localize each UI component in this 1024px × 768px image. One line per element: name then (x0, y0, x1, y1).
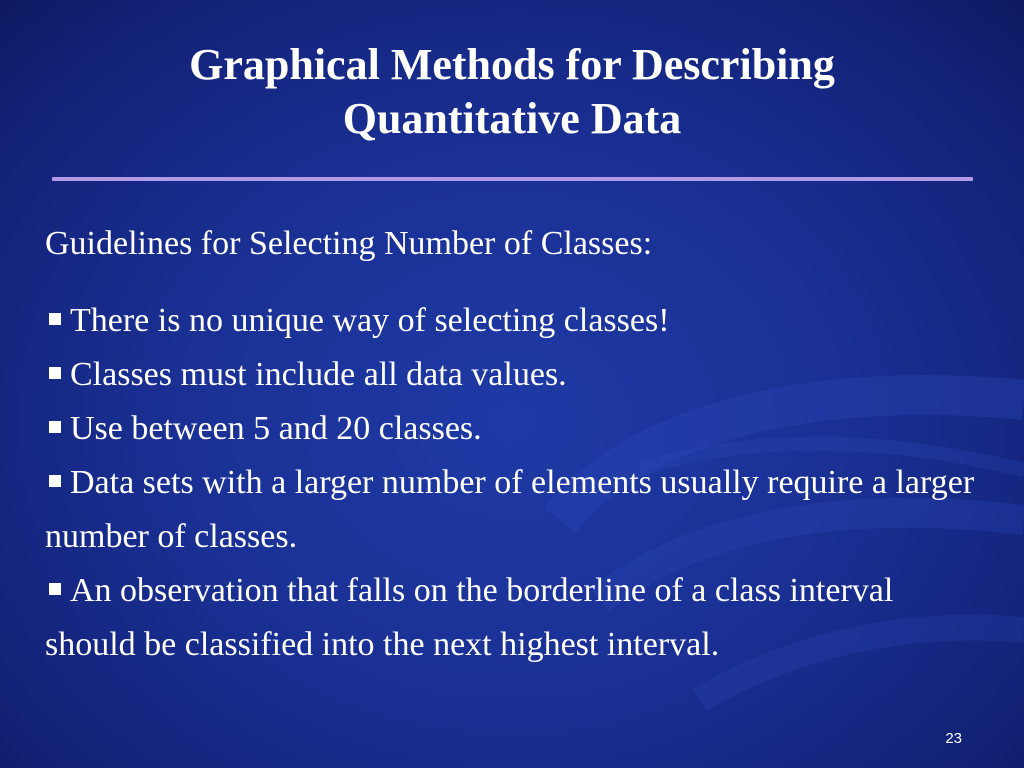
list-item (45, 564, 980, 672)
bullet-text: There is no unique way of selecting classes! (70, 302, 670, 339)
bullet-text: Use between 5 and 20 classes. (70, 410, 482, 447)
slide-number: 23 (945, 730, 962, 747)
slide-title (0, 38, 1024, 146)
square-bullet-icon (49, 421, 61, 433)
bullet-text: Data sets with a larger number of elements usually require a larger number of classes. (45, 464, 975, 555)
bullet-text: An observation that falls on the borderline of a class interval should be classified into the next highest interval. (45, 572, 894, 663)
list-item (45, 456, 980, 564)
bullet-text: Classes must include all data values. (70, 356, 567, 393)
guidelines-heading: Guidelines for Selecting Number of Classes: (45, 225, 653, 262)
list-item (45, 348, 980, 402)
slide-content (45, 218, 980, 672)
square-bullet-icon (49, 313, 61, 325)
square-bullet-icon (49, 367, 61, 379)
guidelines-list (45, 294, 980, 672)
list-item (45, 294, 980, 348)
list-item (45, 402, 980, 456)
square-bullet-icon (49, 475, 61, 487)
title-divider (52, 177, 973, 181)
slide-title-line-2: Quantitative Data (342, 94, 682, 143)
square-bullet-icon (49, 583, 61, 595)
slide-title-line-1: Graphical Methods for Describing (189, 40, 835, 89)
